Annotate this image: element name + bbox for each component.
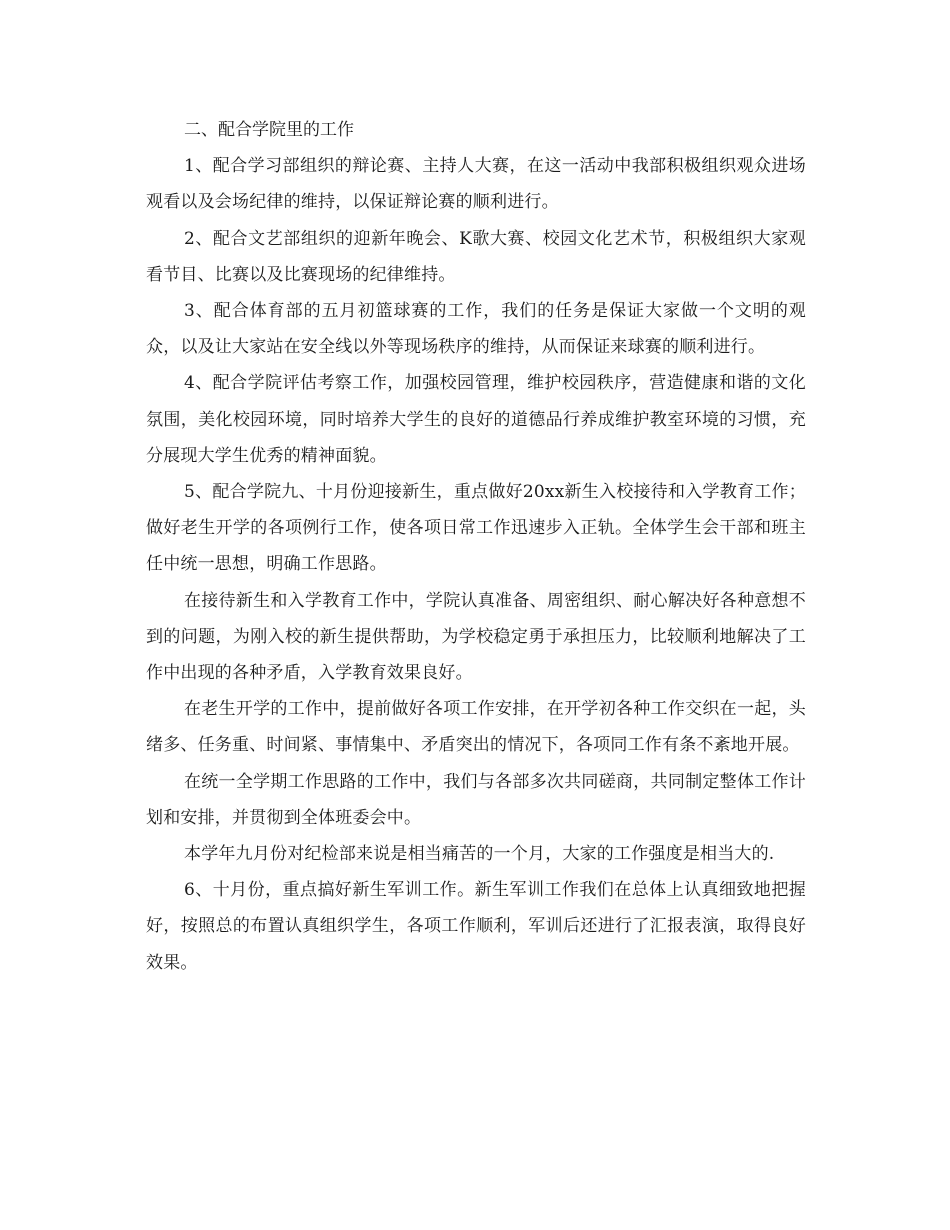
paragraph-7: 在老生开学的工作中，提前做好各项工作安排，在开学初各种工作交织在一起，头绪多、任务重、时间紧、事情集中、矛盾突出的情况下，各项同工作有条不紊地开展。	[146, 699, 806, 756]
paragraph-9: 本学年九月份对纪检部来说是相当痛苦的一个月，大家的工作强度是相当大的.	[184, 844, 775, 865]
paragraph-10: 6、十月份，重点搞好新生军训工作。新生军训工作我们在总体上认真细致地把握好，按照总的布置认真组织学生，各项工作顺利，军训后还进行了汇报表演，取得良好效果。	[146, 880, 806, 973]
paragraph-5: 5、配合学院九、十月份迎接新生，重点做好20xx新生入校接待和入学教育工作；做好老生开学的各项例行工作，使各项日常工作迅速步入正轨。全体学生会干部和班主任中统一思想，明确工作思路。	[146, 482, 806, 575]
paragraph-3: 3、配合体育部的五月初篮球赛的工作，我们的任务是保证大家做一个文明的观众，以及让大家站在安全线以外等现场秩序的维持，从而保证来球赛的顺利进行。	[146, 301, 806, 358]
paragraph-6: 在接待新生和入学教育工作中，学院认真准备、周密组织、耐心解决好各种意想不到的问题，为刚入校的新生提供帮助，为学校稳定勇于承担压力，比较顺利地解决了工作中出现的各种矛盾，入学教育效果良好。	[146, 590, 806, 684]
section-heading: 二、配合学院里的工作	[184, 120, 354, 140]
paragraph-8: 在统一全学期工作思路的工作中，我们与各部多次共同磋商，共同制定整体工作计划和安排，并贯彻到全体班委会中。	[146, 771, 806, 828]
paragraph-1: 1、配合学习部组织的辩论赛、主持人大赛，在这一活动中我部积极组织观众进场观看以及会场纪律的维持，以保证辩论赛的顺利进行。	[146, 156, 806, 213]
document-body	[146, 112, 806, 981]
paragraph-4: 4、配合学院评估考察工作，加强校园管理，维护校园秩序，营造健康和谐的文化氛围，美化校园环境，同时培养大学生的良好的道德品行养成维护教室环境的习惯，充分展现大学生优秀的精神面貌。	[146, 373, 806, 466]
paragraph-2: 2、配合文艺部组织的迎新年晚会、K歌大赛、校园文化艺术节，积极组织大家观看节目、比赛以及比赛现场的纪律维持。	[146, 228, 806, 285]
